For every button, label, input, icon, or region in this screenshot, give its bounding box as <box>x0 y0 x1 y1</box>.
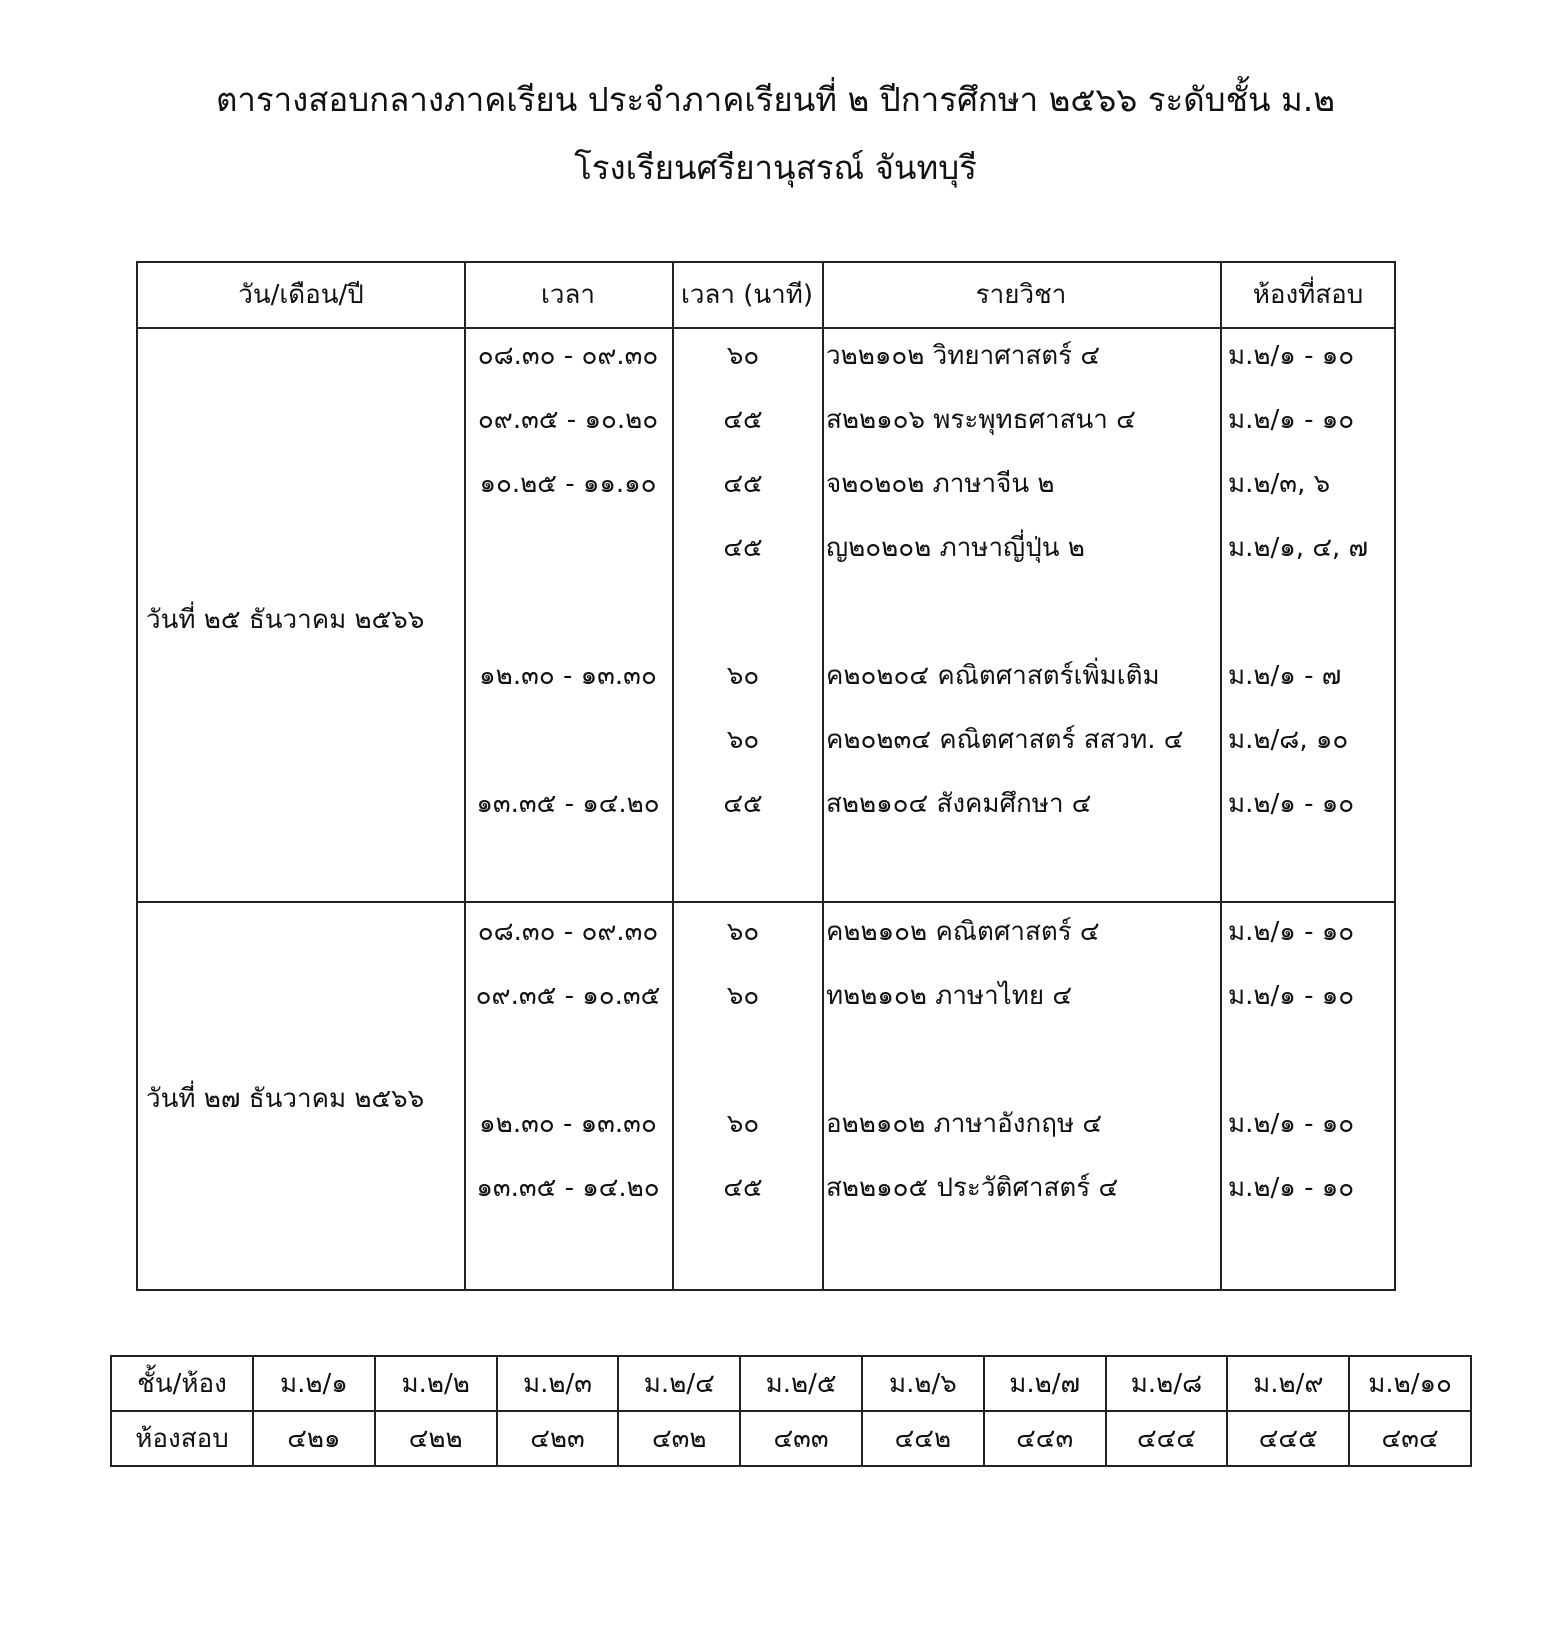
row-subject: ญ๒๐๒๐๒ ภาษาญี่ปุ่น ๒ <box>826 533 1085 563</box>
class-label: ชั้น/ห้อง <box>111 1356 253 1411</box>
row-minutes: ๖๐ <box>726 725 760 755</box>
room-cell: ๔๓๓ <box>740 1411 862 1466</box>
room-cell: ๔๒๓ <box>497 1411 619 1466</box>
row-subject: ท๒๒๑๐๒ ภาษาไทย ๔ <box>826 981 1073 1011</box>
room-cell: ๔๔๒ <box>862 1411 984 1466</box>
class-cell: ม.๒/๔ <box>618 1356 740 1411</box>
row-minutes: ๔๕ <box>723 789 763 819</box>
header-minutes: เวลา (นาที) <box>680 280 814 310</box>
row-subject: จ๒๐๒๐๒ ภาษาจีน ๒ <box>826 469 1055 499</box>
row-subject: ค๒๒๑๐๒ คณิตศาสตร์ ๔ <box>826 917 1100 947</box>
row-rooms: ม.๒/๓, ๖ <box>1228 469 1331 499</box>
header-subject: รายวิชา <box>975 280 1067 310</box>
row-minutes: ๖๐ <box>726 981 760 1011</box>
row-minutes: ๖๐ <box>726 1109 760 1139</box>
room-cell: ๔๒๑ <box>253 1411 375 1466</box>
class-cell: ม.๒/๘ <box>1106 1356 1228 1411</box>
school-name: โรงเรียนศรียานุสรณ์ จันทบุรี <box>574 148 977 187</box>
class-cell: ม.๒/๑ <box>253 1356 375 1411</box>
row-rooms: ม.๒/๑, ๔, ๗ <box>1228 533 1369 563</box>
room-cell: ๔๒๒ <box>375 1411 497 1466</box>
row-time <box>468 720 668 760</box>
day-divider <box>138 901 1394 903</box>
row-rooms: ม.๒/๑ - ๑๐ <box>1228 341 1355 371</box>
row-subject: ส๒๒๑๐๖ พระพุทธศาสนา ๔ <box>826 405 1136 435</box>
header-divider <box>138 327 1394 329</box>
header-rooms: ห้องที่สอบ <box>1252 280 1364 310</box>
row-rooms: ม.๒/๑ - ๗ <box>1228 661 1342 691</box>
row-subject: ว๒๒๑๐๒ วิทยาศาสตร์ ๔ <box>826 341 1100 371</box>
class-cell: ม.๒/๓ <box>497 1356 619 1411</box>
column-divider <box>464 263 466 1289</box>
room-cell: ๔๔๕ <box>1227 1411 1349 1466</box>
row-minutes: ๖๐ <box>726 341 760 371</box>
class-cell: ม.๒/๙ <box>1227 1356 1349 1411</box>
document-title: ตารางสอบกลางภาคเรียน ประจำภาคเรียนที่ ๒ ปีการศึกษา ๒๕๖๖ ระดับชั้น ม.๒ <box>215 80 1336 119</box>
class-cell: ม.๒/๒ <box>375 1356 497 1411</box>
exam-schedule-table <box>136 261 1396 1291</box>
row-time: ๑๒.๓๐ - ๑๓.๓๐ <box>479 1109 657 1139</box>
header-date: วัน/เดือน/ปี <box>238 280 364 310</box>
class-cell: ม.๒/๖ <box>862 1356 984 1411</box>
row-rooms: ม.๒/๑ - ๑๐ <box>1228 981 1355 1011</box>
room-cell: ๔๔๔ <box>1106 1411 1228 1466</box>
row-rooms: ม.๒/๑ - ๑๐ <box>1228 917 1355 947</box>
room-label: ห้องสอบ <box>111 1411 253 1466</box>
header-time: เวลา <box>540 280 596 310</box>
class-cell: ม.๒/๕ <box>740 1356 862 1411</box>
row-rooms: ม.๒/๑ - ๑๐ <box>1228 1173 1355 1203</box>
row-subject: ส๒๒๑๐๔ สังคมศึกษา ๔ <box>826 789 1092 819</box>
row-minutes: ๔๕ <box>723 533 763 563</box>
room-cell: ๔๔๓ <box>984 1411 1106 1466</box>
room-assignment-table <box>110 1355 1472 1467</box>
class-cell: ม.๒/๑๐ <box>1349 1356 1471 1411</box>
row-rooms: ม.๒/๑ - ๑๐ <box>1228 405 1355 435</box>
exam-date-2: วันที่ ๒๗ ธันวาคม ๒๕๖๖ <box>146 1084 425 1114</box>
column-divider <box>822 263 824 1289</box>
row-time: ๑๓.๓๕ - ๑๔.๒๐ <box>476 789 660 819</box>
row-subject: ส๒๒๑๐๕ ประวัติศาสตร์ ๔ <box>826 1173 1119 1203</box>
row-rooms: ม.๒/๑ - ๑๐ <box>1228 789 1355 819</box>
row-rooms: ม.๒/๑ - ๑๐ <box>1228 1109 1355 1139</box>
row-time: ๐๘.๓๐ - ๐๙.๓๐ <box>477 917 659 947</box>
class-row <box>111 1356 1471 1411</box>
class-cell: ม.๒/๗ <box>984 1356 1106 1411</box>
row-minutes: ๔๕ <box>723 469 763 499</box>
row-minutes: ๔๕ <box>723 405 763 435</box>
row-time <box>468 528 668 568</box>
row-minutes: ๔๕ <box>723 1173 763 1203</box>
row-time: ๐๘.๓๐ - ๐๙.๓๐ <box>477 341 659 371</box>
room-cell: ๔๓๒ <box>618 1411 740 1466</box>
row-time: ๑๓.๓๕ - ๑๔.๒๐ <box>476 1173 660 1203</box>
row-time: ๐๙.๓๕ - ๑๐.๒๐ <box>477 405 659 435</box>
row-subject: ค๒๐๒๓๔ คณิตศาสตร์ สสวท. ๔ <box>826 725 1184 755</box>
row-minutes: ๖๐ <box>726 661 760 691</box>
row-minutes: ๖๐ <box>726 917 760 947</box>
row-subject: ค๒๐๒๐๔ คณิตศาสตร์เพิ่มเติม <box>826 661 1160 691</box>
row-time: ๑๐.๒๕ - ๑๑.๑๐ <box>479 469 657 499</box>
room-row <box>111 1411 1471 1466</box>
row-time: ๐๙.๓๕ - ๑๐.๓๕ <box>475 981 661 1011</box>
exam-date-1: วันที่ ๒๕ ธันวาคม ๒๕๖๖ <box>146 605 425 635</box>
row-time: ๑๒.๓๐ - ๑๓.๓๐ <box>479 661 657 691</box>
row-subject: อ๒๒๑๐๒ ภาษาอังกฤษ ๔ <box>826 1109 1103 1139</box>
room-cell: ๔๓๔ <box>1349 1411 1471 1466</box>
row-rooms: ม.๒/๘, ๑๐ <box>1228 725 1349 755</box>
